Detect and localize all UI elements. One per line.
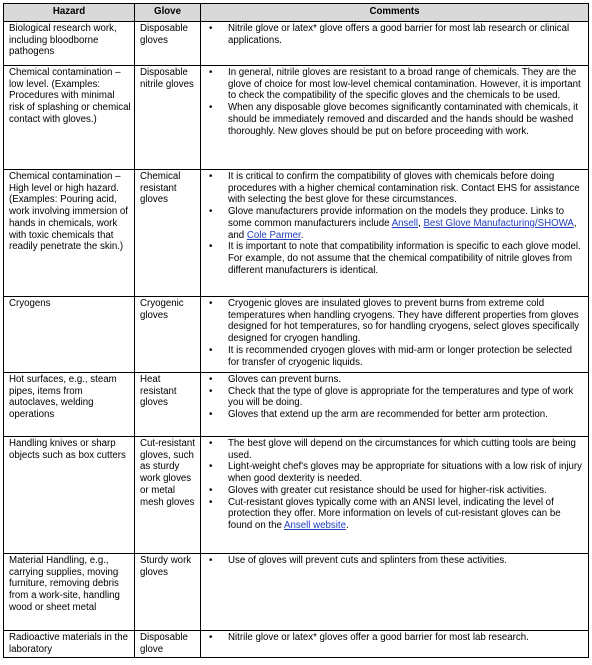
hazard-cell: Cryogens — [4, 297, 135, 373]
glove-header: Glove — [135, 4, 201, 22]
comment-item: • It is recommended cryogen gloves with mid-arm or longer protection be selected for transfer of cryogenic liquids. — [206, 345, 585, 368]
comments-cell — [201, 66, 589, 170]
comment-item: • Check that the type of glove is appropriate for the temperatures and type of work you will be doing. — [206, 386, 585, 409]
comments-cell — [201, 297, 589, 373]
table-row — [4, 170, 589, 297]
comment-item: • Cryogenic gloves are insulated gloves to prevent burns from extreme cold temperatures when handling cryogens. They have different properties from gloves designed for hot temperatures, so for handling cryogens, select gloves specifically designed for cryogen handling. — [206, 298, 585, 345]
comment-item: • When any disposable glove becomes significantly contaminated with chemicals, it should be immediately removed and discarded and the hands should be washed thoroughly. New gloves should be put on before proceeding with work. — [206, 102, 585, 137]
comments-cell — [201, 437, 589, 554]
table-row — [4, 554, 589, 631]
best-glove-link[interactable]: Best Glove Manufacturing/SHOWA — [423, 217, 574, 229]
hazard-cell: Material Handling, e.g., carrying supplies, moving furniture, removing debris from a work-site, handling wood or sheet metal — [4, 554, 135, 631]
comment-item: • It is critical to confirm the compatibility of gloves with chemicals before doing procedures with a higher chemical contamination risk. Contact EHS for assistance with selecting the best glove for these circumstances. — [206, 171, 585, 206]
hazard-header: Hazard — [4, 4, 135, 22]
ansell-link[interactable]: Ansell — [391, 217, 419, 229]
cole-parmer-link[interactable]: Cole Parmer — [246, 229, 301, 241]
hazard-cell: Biological research work, including bloodborne pathogens — [4, 22, 135, 66]
table-row — [4, 22, 589, 66]
table-row — [4, 373, 589, 437]
comment-item: • Nitrile glove or latex* gloves offer a good barrier for most lab research. — [206, 632, 585, 644]
glove-cell: Chemical resistant gloves — [135, 170, 201, 297]
hazard-cell: Handling knives or sharp objects such as box cutters — [4, 437, 135, 554]
link-separator: , and — [228, 217, 577, 241]
hazard-cell: Chemical contamination – low level. (Examples: Procedures with minimal risk of splashing or chemical contact with gloves.) — [4, 66, 135, 170]
hazard-cell: Radioactive materials in the laboratory — [4, 631, 135, 658]
ansell-website-link[interactable]: Ansell website — [284, 519, 346, 531]
comments-cell — [201, 373, 589, 437]
glove-cell: Disposable nitrile gloves — [135, 66, 201, 170]
hazard-cell: Chemical contamination – High level or high hazard. (Examples: Pouring acid, work involving immersion of hands in chemicals, work with toxic chemicals that readily penetrate the skin.) — [4, 170, 135, 297]
glove-cell: Cryogenic gloves — [135, 297, 201, 373]
comment-item: • Use of gloves will prevent cuts and splinters from these activities. — [206, 555, 585, 567]
comment-item: • In general, nitrile gloves are resistant to a broad range of chemicals. They are the glove of choice for most low-level chemical contamination. However, it is important to check the compatibility of the specific gloves and the chemicals to be used. — [206, 67, 585, 102]
glove-cell: Cut-resistant gloves, such as sturdy work gloves or metal mesh gloves — [135, 437, 201, 554]
table-header-row — [4, 4, 589, 22]
glove-cell: Disposable gloves — [135, 22, 201, 66]
table-row — [4, 631, 589, 658]
link-separator: , — [418, 217, 424, 229]
comment-item: • Gloves that extend up the arm are recommended for better arm protection. — [206, 409, 585, 421]
glove-cell: Sturdy work gloves — [135, 554, 201, 631]
table-row — [4, 437, 589, 554]
comment-item — [206, 497, 585, 532]
table-row — [4, 66, 589, 170]
glove-selection-table — [3, 3, 589, 658]
comments-cell — [201, 554, 589, 631]
comment-item: • It is important to note that compatibility information is specific to each glove model. For example, do not assume that the chemical compatibility of nitrile gloves from different manufacturers is identical. — [206, 241, 585, 276]
comments-cell — [201, 22, 589, 66]
hazard-cell: Hot surfaces, e.g., steam pipes, items from autoclaves, welding operations — [4, 373, 135, 437]
comment-text: Glove manufacturers provide information on the models they produce. Links to some common manufacturers include — [228, 206, 565, 229]
comment-text: Cut-resistant gloves typically come with an ANSI level, indicating the level of protection they offer. More information on levels of cut-resistant gloves can be found on the — [228, 496, 561, 531]
comment-item: • Gloves can prevent burns. — [206, 374, 585, 386]
comment-item: • Nitrile glove or latex* glove offers a good barrier for most lab research or clinical applications. — [206, 23, 585, 46]
comment-item — [206, 206, 585, 241]
glove-cell: Disposable glove — [135, 631, 201, 658]
comments-header: Comments — [201, 4, 589, 22]
table-row — [4, 297, 589, 373]
comment-item: • The best glove will depend on the circumstances for which cutting tools are being used. — [206, 438, 585, 461]
comment-item: • Light-weight chef's gloves may be appropriate for situations with a low risk of injury when good dexterity is needed. — [206, 461, 585, 484]
link-separator: . — [300, 229, 304, 241]
glove-cell: Heat resistant gloves — [135, 373, 201, 437]
comments-cell — [201, 170, 589, 297]
link-separator: . — [345, 519, 349, 531]
comment-item: • Gloves with greater cut resistance should be used for higher-risk activities. — [206, 485, 585, 497]
comments-cell — [201, 631, 589, 658]
